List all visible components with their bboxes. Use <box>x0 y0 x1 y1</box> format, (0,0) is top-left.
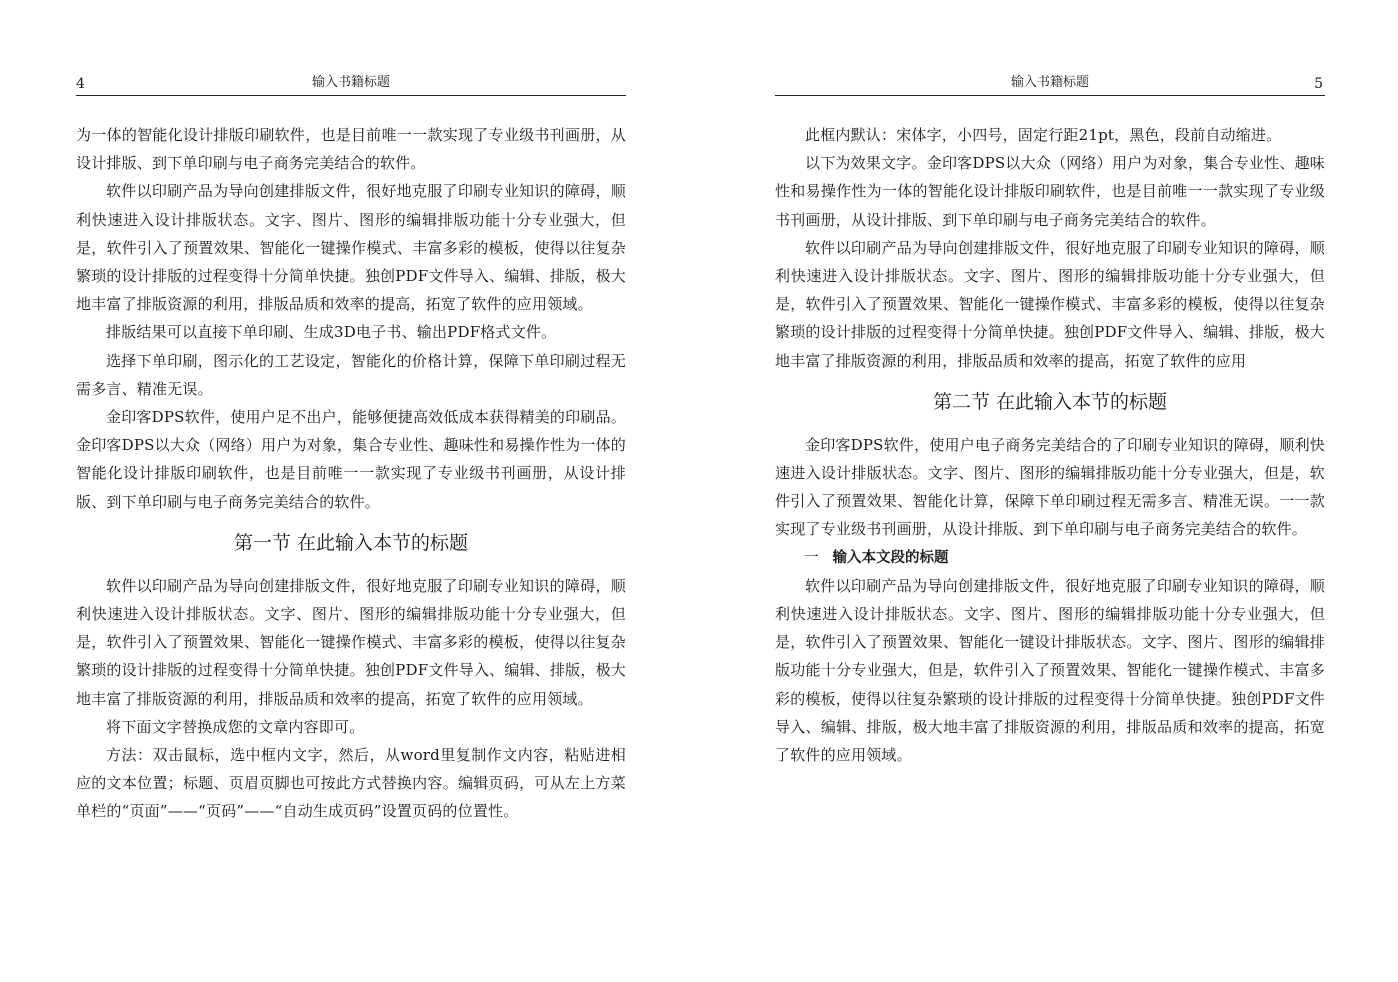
right-page-body <box>775 121 1325 769</box>
left-running-title: 输入书籍标题 <box>311 75 390 90</box>
subsection-number: 一 <box>804 549 819 566</box>
section-title: 第一节 在此输入本节的标题 <box>233 531 469 554</box>
section-title: 第二节 在此输入本节的标题 <box>932 390 1168 413</box>
left-page-number: 4 <box>76 76 85 92</box>
paragraph: 以下为效果文字。金印客DPS以大众（网络）用户为对象，集合专业性、趣味性和易操作性为一体的智能化设计排版印刷软件，也是目前唯一一款实现了专业级书刊画册，从设计排版、到下单印刷与电子商务完美结合的软件。 <box>775 154 1325 229</box>
paragraph: 将下面文字替换成您的文章内容即可。 <box>106 717 365 736</box>
paragraph: 选择下单印刷，图示化的工艺设定，智能化的价格计算，保障下单印刷过程无需多言、精准无误。 <box>76 351 626 398</box>
paragraph: 软件以印刷产品为导向创建排版文件，很好地克服了印刷专业知识的障碍，顺利快速进入设计排版状态。文字、图片、图形的编辑排版功能十分专业强大，但是，软件引入了预置效果、智能化一键设计排版状态。文字、图片、图形的编辑排版功能十分专业强大，但是，软件引入了预置效果、智能化一键操作模式、丰富多彩的模板，使得以往复杂繁琐的设计排版的过程变得十分简单快捷。独创PDF文件导入、编辑、排版，极大地丰富了排版资源的利用，排版品质和效率的提高，拓宽了软件的应用领域。 <box>775 576 1325 765</box>
subsection-title: 输入本文段的标题 <box>832 549 949 566</box>
paragraph: 此框内默认：宋体字，小四号，固定行距21pt，黑色，段前自动缩进。 <box>805 126 1282 144</box>
left-page-header <box>76 62 626 96</box>
right-page-number: 5 <box>1314 76 1323 92</box>
paragraph: 排版结果可以直接下单印刷、生成3D电子书、输出PDF格式文件。 <box>106 323 557 342</box>
right-page <box>775 62 1325 769</box>
right-page-header <box>775 62 1325 96</box>
paragraph: 为一体的智能化设计排版印刷软件，也是目前唯一一款实现了专业级书刊画册，从设计排版、到下单印刷与电子商务完美结合的软件。 <box>76 126 626 173</box>
paragraph: 方法：双击鼠标，选中框内文字，然后，从word里复制作文内容，粘贴进相应的文本位置；标题、页眉页脚也可按此方式替换内容。编辑页码，可从左上方菜单栏的“页面”——“页码”——“自动生成页码”设置页码的位置性。 <box>76 746 626 821</box>
left-page <box>76 62 626 826</box>
paragraph: 软件以印刷产品为导向创建排版文件，很好地克服了印刷专业知识的障碍，顺利快速进入设计排版状态。文字、图片、图形的编辑排版功能十分专业强大，但是，软件引入了预置效果、智能化一键操作模式、丰富多彩的模板，使得以往复杂繁琐的设计排版的过程变得十分简单快捷。独创PDF文件导入、编辑、排版，极大地丰富了排版资源的利用，排版品质和效率的提高，拓宽了软件的应用领域。 <box>76 576 626 708</box>
paragraph: 金印客DPS软件，使用户足不出户，能够便捷高效低成本获得精美的印刷品。金印客DPS以大众（网络）用户为对象，集合专业性、趣味性和易操作性为一体的智能化设计排版印刷软件，也是目前唯一一款实现了专业级书刊画册，从设计排版、到下单印刷与电子商务完美结合的软件。 <box>76 408 626 511</box>
paragraph: 软件以印刷产品为导向创建排版文件，很好地克服了印刷专业知识的障碍，顺利快速进入设计排版状态。文字、图片、图形的编辑排版功能十分专业强大，但是，软件引入了预置效果、智能化一键操作模式、丰富多彩的模板，使得以往复杂繁琐的设计排版的过程变得十分简单快捷。独创PDF文件导入、编辑、排版，极大地丰富了排版资源的利用，排版品质和效率的提高，拓宽了软件的应用 <box>775 238 1325 370</box>
paragraph: 金印客DPS软件，使用户电子商务完美结合的了印刷专业知识的障碍，顺利快速进入设计排版状态。文字、图片、图形的编辑排版功能十分专业强大，但是，软件引入了预置效果、智能化计算，保障下单印刷过程无需多言、精准无误。一一款实现了专业级书刊画册，从设计排版、到下单印刷与电子商务完美结合的软件。 <box>775 435 1325 539</box>
paragraph: 软件以印刷产品为导向创建排版文件，很好地克服了印刷专业知识的障碍，顺利快速进入设计排版状态。文字、图片、图形的编辑排版功能十分专业强大，但是，软件引入了预置效果、智能化一键操作模式、丰富多彩的模板，使得以往复杂繁琐的设计排版的过程变得十分简单快捷。独创PDF文件导入、编辑、排版，极大地丰富了排版资源的利用，排版品质和效率的提高，拓宽了软件的应用领域。 <box>76 182 626 314</box>
right-running-title: 输入书籍标题 <box>1010 75 1089 90</box>
subsection-heading <box>775 544 1325 572</box>
left-page-body <box>76 121 626 826</box>
